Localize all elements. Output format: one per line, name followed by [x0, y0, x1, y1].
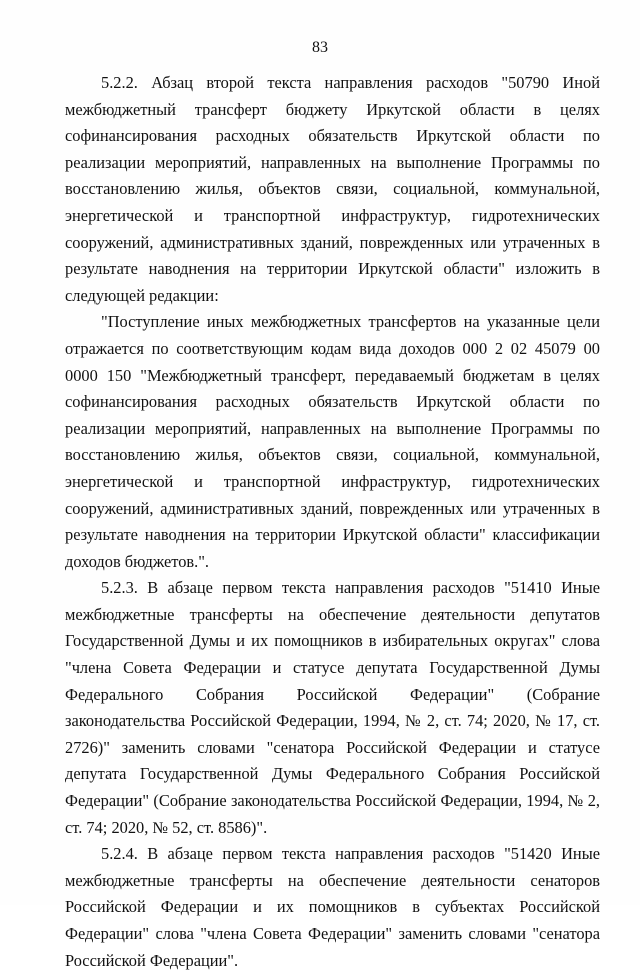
- paragraph-quoted-revision: "Поступление иных межбюджетных трансфертов на указанные цели отражается по соответствующим кодам вида доходов 000 2 02 45079 00 0000 150 "Межбюджетный трансферт, передаваемый бюджетам в целях софинансирования расходных обязательств Иркутской области по реализации мероприятий, направленных на выполнение Программы по восстановлению жилья, объектов связи, социальной, коммунальной, энергетической и транспортной инфраструктур, гидротехнических сооружений, административных зданий, поврежденных или утраченных в результате наводнения на территории Иркутской области" классификации доходов бюджетов.".: [65, 312, 600, 571]
- paragraph-5-2-4: 5.2.4. В абзаце первом текста направления расходов "51420 Иные межбюджетные трансферты на обеспечение деятельности сенаторов Российской Федерации и их помощников в субъектах Российской Федерации" слова "члена Совета Федерации" заменить словами "сенатора Российской Федерации".: [65, 844, 600, 970]
- document-body: [65, 70, 600, 974]
- paragraph-5-2-2: 5.2.2. Абзац второй текста направления расходов "50790 Иной межбюджетный трансферт бюджету Иркутской области в целях софинансирования расходных обязательств Иркутской области по реализации мероприятий, направленных на выполнение Программы по восстановлению жилья, объектов связи, социальной, коммунальной, энергетической и транспортной инфраструктур, гидротехнических сооружений, административных зданий, поврежденных или утраченных в результате наводнения на территории Иркутской области" изложить в следующей редакции:: [65, 73, 600, 305]
- paragraph-5-2-3: 5.2.3. В абзаце первом текста направления расходов "51410 Иные межбюджетные трансферты на обеспечение деятельности депутатов Государственной Думы и их помощников в избирательных округах" слова "члена Совета Федерации и статусе депутата Государственной Думы Федерального Собрания Российской Федерации" (Собрание законодательства Российской Федерации, 1994, № 2, ст. 74; 2020, № 17, ст. 2726)" заменить словами "сенатора Российской Федерации и статусе депутата Государственной Думы Федерального Собрания Российской Федерации" (Собрание законодательства Российской Федерации, 1994, № 2, ст. 74; 2020, № 52, ст. 8586)".: [65, 578, 600, 837]
- page-number: 83: [312, 39, 328, 56]
